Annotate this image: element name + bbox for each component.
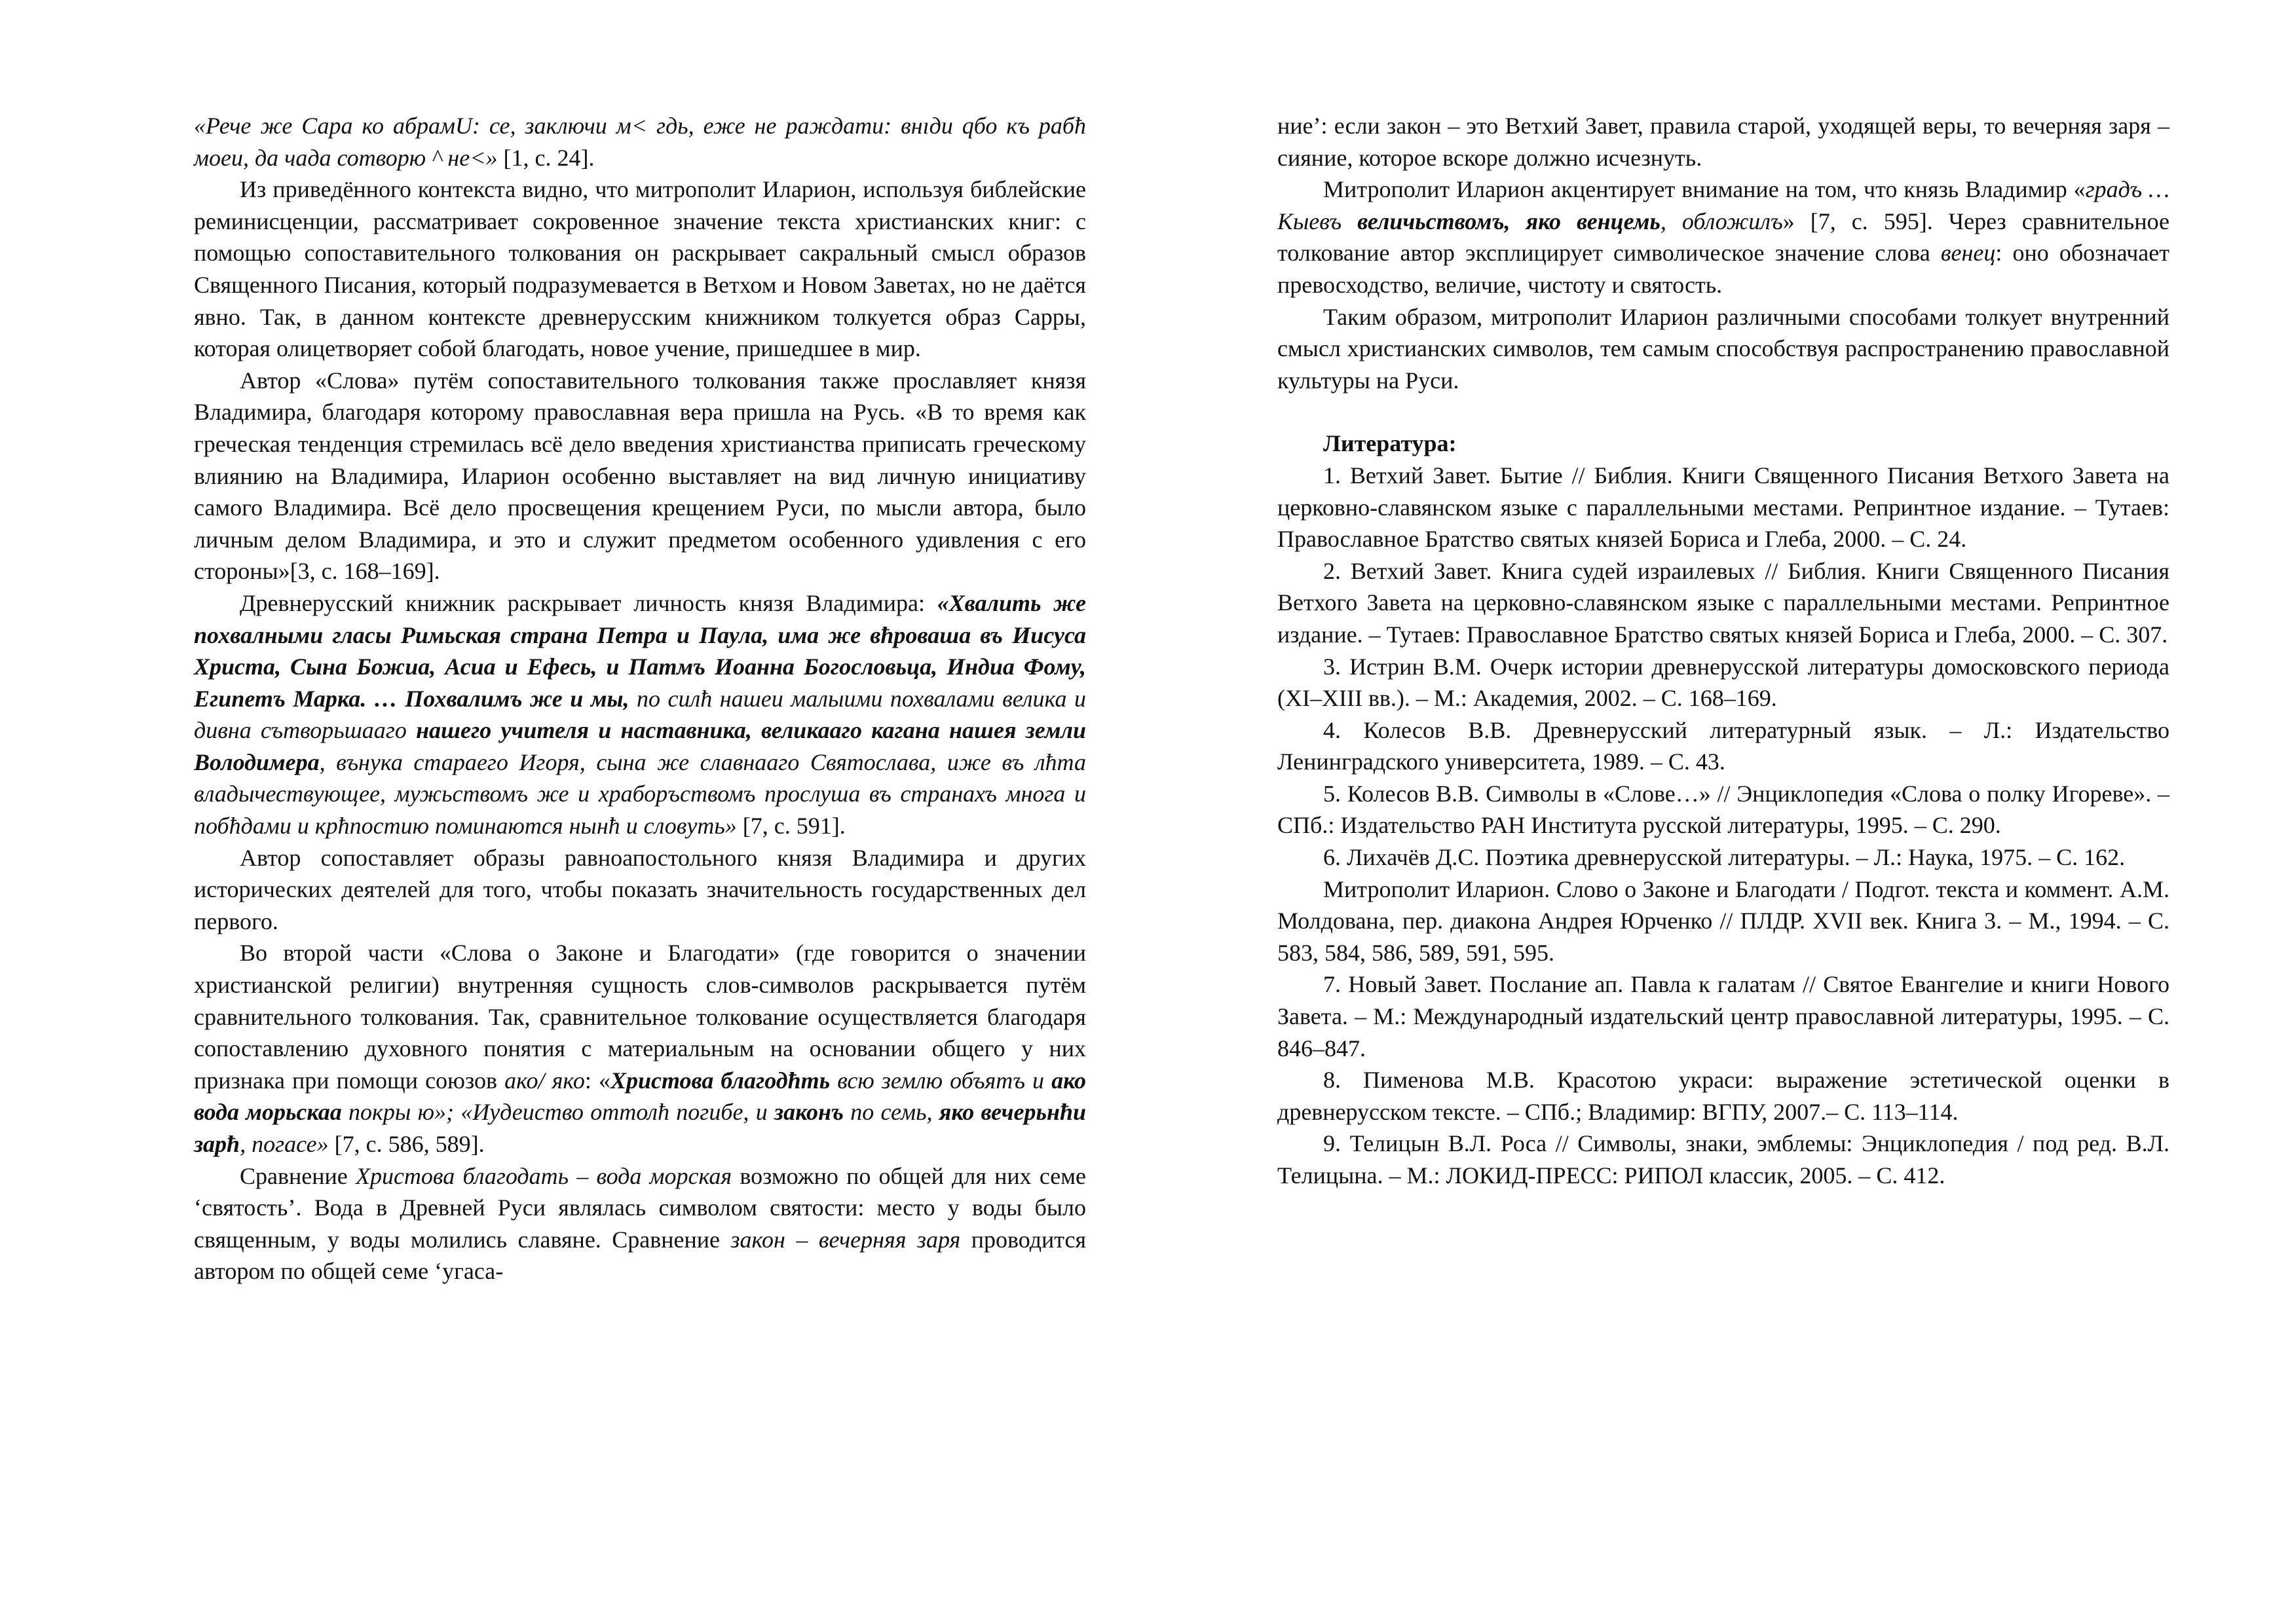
emphasis-text: «Хвалить же похвалными гласы Римьская страна Петра и Паула, има же вħроваша въ Иисуса Христа, Сына Божиа, Асиа и Ефесь, и Патмъ Иоанна Богословьца, Индиа Фому, Египетъ Марка. … Похвалимъ же и мы, — [194, 589, 1086, 712]
bibliography-item: Митрополит Иларион. Слово о Законе и Благодати / Подгот. текста и коммент. А.М. Молдована, пер. диакона Андрея Юрченко // ПЛДР. XVII век. Книга 3. – М., 1994. – С. 583, 584, 586, 589, 591, 595. — [1277, 876, 2169, 966]
quoted-text: по семь, — [843, 1099, 939, 1126]
quoted-text: венец — [1940, 240, 1996, 267]
bibliography-heading: Литература: — [1323, 430, 1457, 457]
body-text: Древнерусский книжник раскрывает личность князя Владимира: — [240, 589, 937, 616]
emphasis-text: ако вода морьскаа — [194, 1067, 1086, 1126]
bibliography-item: 8. Пименова М.В. Красотою украси: выражение эстетической оценки в древнерусском тексте. – СПб.; Владимир: ВГПУ, 2007.– С. 113–114. — [1277, 1067, 2169, 1125]
body-text: : « — [584, 1067, 610, 1094]
right-page — [1277, 110, 2169, 1192]
text-paragraph — [194, 365, 1086, 587]
text-paragraph — [194, 174, 1086, 365]
text-paragraph — [1277, 174, 2169, 301]
text-paragraph — [194, 937, 1086, 1160]
quoted-text: покры ю»; « — [341, 1099, 473, 1126]
body-text: : оно обозначает превосходство, величие, чистоту и святость. — [1277, 240, 2169, 298]
bibliography-item: 4. Колесов В.В. Древнерусский литературный язык. – Л.: Издательство Ленинградского университета, 1989. – С. 43. — [1277, 716, 2169, 775]
text-paragraph — [194, 110, 1086, 174]
text-paragraph — [194, 1160, 1086, 1287]
body-text: ние’: если закон – это Ветхий Завет, правила старой, уходящей веры, то вечерняя заря – сияние, которое вскоре должно исчезнуть. — [1277, 113, 2169, 171]
emphasis-text: нашего учителя и наставника, великааго кагана нашея земли Володимера — [194, 717, 1086, 775]
quoted-text — [774, 1099, 844, 1125]
bibliography-item: 7. Новый Завет. Послание ап. Павла к галатам // Святое Евангелие и книги Нового Завета. – М.: Международный издательский центр православной литературы, 1995. – С. 846–847. — [1277, 971, 2169, 1061]
quoted-text: , погасе» — [240, 1131, 329, 1157]
quoted-text: всю землю объятъ и — [830, 1067, 1052, 1094]
quoted-text: , вънука стараего Игоря, сына же славнааго Святослава, иже въ лħта владычествующее, мужьствомъ же и храборъствомъ прослуша въ странахъ многа и побħдами и крħпостию поминаются нынħ и словуть» — [194, 748, 1086, 840]
quoted-text — [610, 1067, 830, 1094]
body-text: [1, с. 24]. — [497, 144, 595, 171]
body-text: [7, с. 586, 589]. — [328, 1131, 485, 1157]
text-paragraph — [194, 587, 1086, 842]
body-text: проводится автором по общей семе ‘угаса- — [194, 1226, 1086, 1285]
quoted-text: «Рече же Сара ко абрамU: се, заключи м< гдь, еже не раждати: внıди qбо къ рабħ моеи, да чада сотворю ^ не<» — [194, 113, 1086, 171]
body-text: Митрополит Иларион акцентирует внимание на том, что князь Владимир « — [1323, 176, 2086, 203]
body-text: возможно по общей для них семе ‘святость’. Вода в Древней Руси являлась символом святости: место у воды было священным, у воды молились славяне. Сравнение — [194, 1162, 1086, 1253]
quoted-text: Иудеиство оттолħ погибе, и — [472, 1099, 775, 1126]
body-text: Во второй части «Слова о Законе и Благодати» (где говорится о значении христианской религии) внутренняя сущность слов-символов раскрывается путём сравнительного толкования. Так, сравнительное толкование осуществляется благодаря сопоставлению духовного понятия с материальным на основании общего у них признака при помощи союзов — [194, 940, 1086, 1094]
bibliography-item: 1. Ветхий Завет. Бытие // Библия. Книги Священного Писания Ветхого Завета на церковно-славянском языке с параллельными местами. Репринтное издание. – Тутаев: Православное Братство святых князей Бориса и Глеба, 2000. – С. 24. — [1277, 462, 2169, 553]
quoted-text — [1357, 208, 1661, 234]
bibliography-item: 6. Лихачёв Д.С. Поэтика древнерусской литературы. – Л.: Наука, 1975. – С. 162. — [1323, 844, 2126, 871]
bibliography-item: 9. Телицын В.Л. Роса // Символы, знаки, эмблемы: Энциклопедия / под ред. В.Л. Телицына. – М.: ЛОКИД-ПРЕСС: РИПОЛ классик, 2005. – С. 412. — [1277, 1130, 2169, 1189]
bibliography-item: 5. Колесов В.В. Символы в «Слове…» // Энциклопедия «Слова о полку Игореве». – СПб.: Издательство РАН Института русской литературы, 1995. – С. 290. — [1277, 780, 2169, 839]
body-text: Сравнение — [240, 1162, 356, 1189]
emphasis-text: законъ — [774, 1099, 844, 1126]
emphasis-text: величьствомъ, яко венцемь — [1357, 208, 1661, 234]
text-paragraph — [1277, 110, 2169, 174]
body-text: [7, с. 591]. — [736, 813, 846, 840]
bibliography-item: 3. Истрин В.М. Очерк истории древнерусской литературы домосковского периода (XI–XIII вв.). – М.: Академия, 2002. – С. 168–169. — [1277, 653, 2169, 712]
body-text: Таким образом, митрополит Иларион различными способами толкует внутренний смысл христианских символов, тем самым способствуя распространению православной культуры на Руси. — [1277, 303, 2169, 394]
quoted-text: Христова благодать – вода морская — [355, 1162, 732, 1189]
bibliography-item: 2. Ветхий Завет. Книга судей израилевых // Библия. Книги Священного Писания Ветхого Завета на церковно-славянском языке с параллельными местами. Репринтное издание. – Тутаев: Православное Братство святых князей Бориса и Глеба, 2000. – С. 307. — [1277, 557, 2169, 648]
quoted-text: , обложилъ — [1660, 208, 1783, 234]
body-text: Из приведённого контекста видно, что митрополит Иларион, используя библейские реминисценции, рассматривает сокровенное значение текста христианских книг: с помощью сопоставительного толкования он раскрывает сакральный смысл образов Священного Писания, который подразумевается в Ветхом и Новом Заветах, но не даётся явно. Так, в данном контексте древнерусским книжником толкуется образ Сарры, которая олицетворяет собой благодать, новое учение, пришедшее в мир. — [194, 176, 1086, 362]
body-text: Автор «Слова» путём сопоставительного толкования также прославляет князя Владимира, благодаря которому православная вера пришла на Русь. «В то время как греческая тенденция стремилась всё дело введения христианства приписать греческому влиянию на Владимира, Иларион особенно выставляет на вид личную инициативу самого Владимира. Всё дело просвещения крещением Руси, по мысли автора, было личным делом Владимира, и это и служит предметом особенного удивления с его стороны»[3, с. 168–169]. — [194, 367, 1086, 585]
emphasis-text: Христова благодħть — [610, 1067, 831, 1094]
quoted-text: градъ … Кыевъ — [1277, 176, 2169, 234]
quoted-text: по силħ нашеи малыими похвалами велика и дивна сътворьшааго — [194, 685, 1086, 744]
emphasis-text: яко вечерьнħи зарħ — [194, 1099, 1087, 1157]
body-text: » [7, с. 595]. Через сравнительное толкование автор эксплицирует символическое значение слова — [1277, 208, 2169, 267]
body-text: Автор сопоставляет образы равноапостольного князя Владимира и других исторических деятелей для того, чтобы показать значительность государственных дел первого. — [194, 844, 1086, 934]
left-page — [194, 110, 1086, 1287]
quoted-text: ако/ яко — [504, 1067, 585, 1094]
text-paragraph — [1277, 301, 2169, 397]
text-paragraph — [194, 842, 1086, 938]
quoted-text: закон – вечерняя заря — [730, 1226, 961, 1253]
